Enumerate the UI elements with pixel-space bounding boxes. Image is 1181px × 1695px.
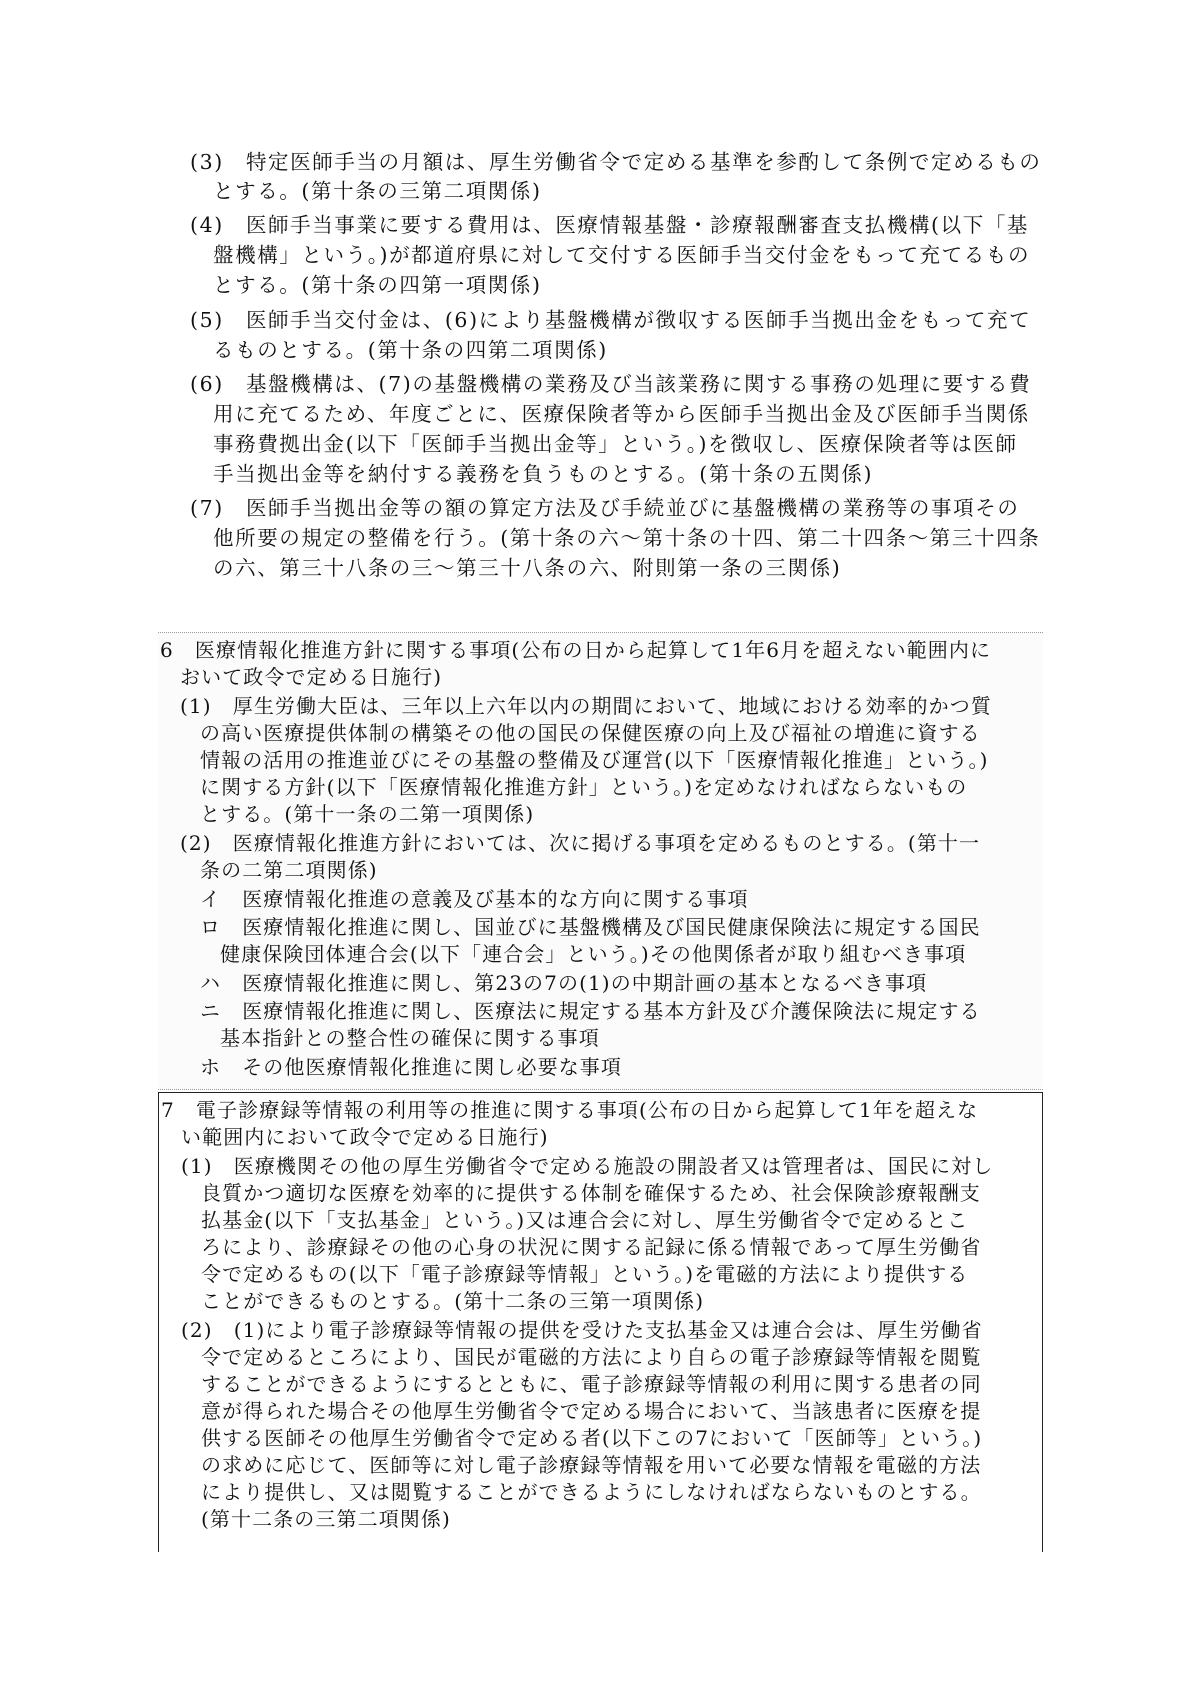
item-5-line-2: るものとする。(第十条の四第二項関係) [213, 338, 608, 362]
section-6-item-1-line-1: (1) 厚生労働大臣は、三年以上六年以内の期間において、地域における効率的かつ質 [180, 694, 992, 718]
section-7-item-1-line-1: (1) 医療機関その他の厚生労働省令で定める施設の開設者又は管理者は、国民に対し [181, 1154, 994, 1178]
section-6-sub-ni-line-1: ニ 医療情報化推進に関し、医療法に規定する基本方針及び介護保険法に規定する [200, 999, 981, 1023]
item-4-line-3: とする。(第十条の四第一項関係) [213, 273, 542, 297]
section-7-item-1-line-5: 令で定めるもの(以下「電子診療録等情報」という。)を電磁的方法により提供する [201, 1262, 969, 1286]
section-6-item-1-line-2: の高い医療提供体制の構築その他の国民の保健医療の向上及び福祉の増進に資する [200, 721, 981, 745]
section-6-medical-informatization-policy [158, 632, 1043, 1090]
section-7-item-2-line-6: の求めに応じて、医師等に対し電子診療録等情報を用いて必要な情報を電磁的方法 [201, 1453, 982, 1477]
item-3-line-1: (3) 特定医師手当の月額は、厚生労働省令で定める基準を参酌して条例で定めるもの [190, 150, 1042, 174]
section-6-sub-ha: ハ 医療情報化推進に関し、第23の7の(1)の中期計画の基本となるべき事項 [200, 971, 928, 995]
section-7-item-2-line-4: 意が得られた場合その他厚生労働省令で定める場合において、当該患者に医療を提 [201, 1399, 982, 1423]
section-7-item-1-line-4: ろにより、診療録その他の心身の状況に関する記録に係る情報であって厚生労働省 [201, 1235, 982, 1259]
section-6-sub-i: イ 医療情報化推進の意義及び基本的な方向に関する事項 [200, 887, 749, 911]
item-6-line-4: 手当拠出金等を納付する義務を負うものとする。(第十条の五関係) [213, 462, 874, 486]
section-6-heading-line-2: おいて政令で定める日施行) [180, 665, 443, 689]
section-6-sub-ni-line-2: 基本指針との整合性の確保に関する事項 [220, 1026, 600, 1050]
section-7-item-1-line-6: ことができるものとする。(第十二条の三第一項関係) [201, 1289, 705, 1313]
section-7-heading-line-2: い範囲内において政令で定める日施行) [181, 1125, 549, 1149]
section-6-sub-ro-line-1: ロ 医療情報化推進に関し、国並びに基盤機構及び国民健康保険法に規定する国民 [200, 915, 981, 939]
section-6-sub-ro-line-2: 健康保険団体連合会(以下「連合会」という。)その他関係者が取り組むべき事項 [220, 942, 967, 966]
item-4-line-2: 盤機構」という。)が都道府県に対して交付する医師手当交付金をもって充てるもの [213, 243, 1031, 267]
section-7-item-2-line-2: 令で定めるところにより、国民が電磁的方法により自らの電子診療録等情報を閲覧 [201, 1345, 982, 1369]
section-7-heading-line-1: 7 電子診療録等情報の利用等の推進に関する事項(公布の日から起算して1年を超えな [161, 1098, 979, 1122]
item-3-line-2: とする。(第十条の三第二項関係) [213, 179, 542, 203]
section-6-heading-line-1: 6 医療情報化推進方針に関する事項(公布の日から起算して1年6月を超えない範囲内に [160, 638, 992, 662]
section-7-item-2-line-1: (2) (1)により電子診療録等情報の提供を受けた支払基金又は連合会は、厚生労働省 [181, 1318, 983, 1342]
section-6-item-2-line-1: (2) 医療情報化推進方針においては、次に掲げる事項を定めるものとする。(第十一 [180, 831, 981, 855]
item-5-line-1: (5) 医師手当交付金は、(6)により基盤機構が徴収する医師手当拠出金をもって充て [190, 308, 1032, 332]
section-6-sub-ho: ホ その他医療情報化推進に関し必要な事項 [200, 1055, 622, 1079]
section-7-electronic-medical-record-box [158, 1092, 1043, 1552]
item-7-line-3: の六、第三十八条の三～第三十八条の六、附則第一条の三関係) [213, 556, 842, 580]
item-4-line-1: (4) 医師手当事業に要する費用は、医療情報基盤・診療報酬審査支払機構(以下「基 [190, 213, 1030, 237]
item-6-line-1: (6) 基盤機構は、(7)の基盤機構の業務及び当該業務に関する事務の処理に要する費 [190, 372, 1032, 396]
item-6-line-3: 事務費拠出金(以下「医師手当拠出金等」という。)を徴収し、医療保険者等は医師 [213, 432, 1018, 456]
section-6-item-1-line-5: とする。(第十一条の二第一項関係) [200, 802, 535, 826]
item-7-line-1: (7) 医師手当拠出金等の額の算定方法及び手続並びに基盤機構の業務等の事項その [190, 496, 1020, 520]
section-7-item-1-line-2: 良質かつ適切な医療を効率的に提供する体制を確保するため、社会保険診療報酬支 [201, 1181, 981, 1205]
section-6-item-1-line-4: に関する方針(以下「医療情報化推進方針」という。)を定めなければならないもの [200, 775, 968, 799]
section-6-item-2-line-2: 条の二第二項関係) [200, 858, 378, 882]
section-7-item-2-line-3: することができるようにするとともに、電子診療録等情報の利用に関する患者の同 [201, 1372, 982, 1396]
item-6-line-2: 用に充てるため、年度ごとに、医療保険者等から医師手当拠出金及び医師手当関係 [213, 402, 1030, 426]
item-7-line-2: 他所要の規定の整備を行う。(第十条の六～第十条の十四、第二十四条～第三十四条 [213, 526, 1041, 550]
section-7-item-2-line-7: により提供し、又は閲覧することができるようにしなければならないものとする。 [201, 1480, 982, 1504]
section-7-item-2-line-8: (第十二条の三第二項関係) [201, 1507, 451, 1531]
section-7-item-2-line-5: 供する医師その他厚生労働省令で定める者(以下この7において「医師等」という。) [201, 1426, 983, 1450]
section-7-item-1-line-3: 払基金(以下「支払基金」という。)又は連合会に対し、厚生労働省令で定めるとこ [201, 1208, 969, 1232]
section-6-item-1-line-3: 情報の活用の推進並びにその基盤の整備及び運営(以下「医療情報化推進」という。) [200, 748, 989, 772]
